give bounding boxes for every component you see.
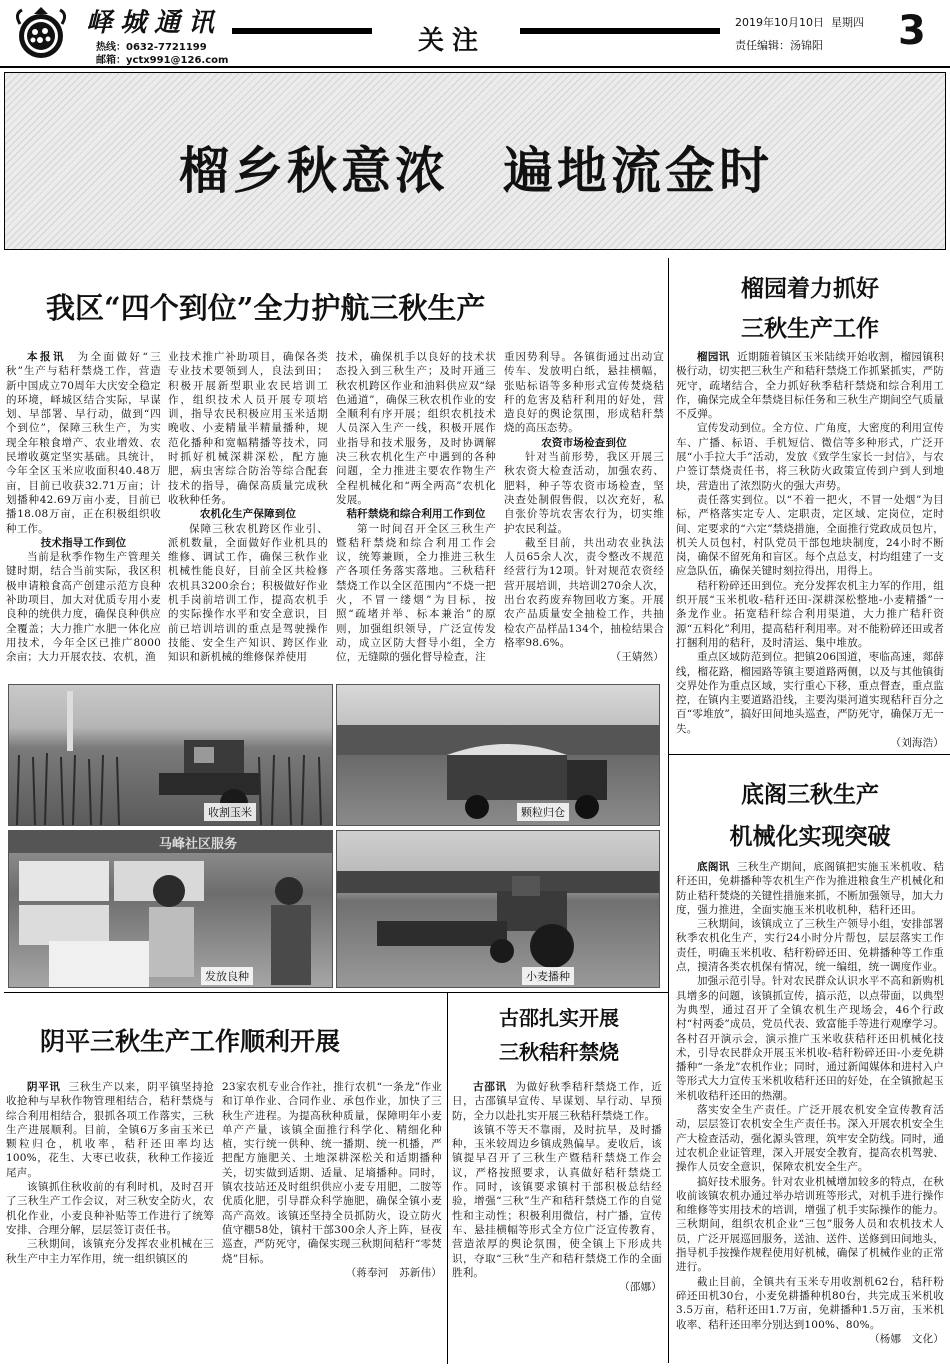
lower-section-rule — [4, 992, 668, 993]
liuyuan-article-body: 榴园讯 近期随着镇区玉米陆续开始收割，榴园镇积极行动，切实把三秋生产和秸秆禁烧工作抓紧抓实，严防死守，疏堵结合，全力抓好秋季秸秆禁烧和综合利用工作，确保完成全年禁烧目标任务和三秋生产期间空气质量不反弹。 宣传发动到位。全方位、广角度，大密度的利用宣传车、广播、标语、手机短信、微信等多种形式，广泛开展“小手拉大手”活动，发放《致学生家长一封信》，与农户签订禁烧责任书，将三秋防火政策宣传到户到人到地块，营造出了浓烈防火的强大声势。 责任落实到位。以“不着一把火，不冒一处烟”为目标，严格落实定专人、定职责，定区域、定岗位，定时间、定要求的“六定”禁烧措施，全面推行党政成员包片，机关人员包村，村队党员干部包地块制度，24小时不断岗，确保不留死角和盲区。每个点总支，村均组建了一支应急队伍，确保关键时刻拉得出，用得上。 秸秆粉碎还田到位。充分发挥农机主力军的作用，组织开展“玉米机收-秸秆还田-深耕深松整地-小麦精播”一条龙作业。拓宽秸秆综合利用渠道，大力推广秸秆资源“五料化”利用，提高秸秆利用率。对不能粉碎还田或者打捆利用的秸秆，及时清运、集中堆放。 重点区域防范到位。把镇206国道，枣临高速，郯薛线，榴花路，榴园路等镇主要道路两侧，以及与其他镇街交界处作为重点区域，实行重心下移，重点督查，重点监控，在镇内主要道路沿线，主要沟渠河道实现秸秆百分之百“零堆放”，搞好田间地头巡查，严防死守，确保万无一失。 （刘海浩） — [676, 351, 944, 750]
yinping-col-2: 23家农机专业合作社，推行农机“一条龙”作业和订单作业、合同作业、承包作业，加快了三秋生产进程。为提高秋种质量，保障明年小麦单产产量，该镇全面推行科学化、精细化种植，实行统一供种、统一播期、统一机播，严把配方施肥关、土地深耕深松关和适期播种关，切实做到适期、适量、足墒播种。同时，镇农技站还及时组织供应小麦专用肥，二胺等优质化肥，引导群众科学施肥，确保全镇小麦高产高效。该镇还坚持全员抓防火，设立防火值守棚58处，镇村干部300余人齐上阵，昼夜巡查，严防死守，确保实现三秋期间秸秆“零焚烧”目标。 （蒋奉河 苏新伟） — [222, 1081, 442, 1279]
right-column-divider — [668, 258, 669, 1363]
issue-date: 2019年10月10日 星期四 — [735, 16, 864, 29]
tractor-icon — [337, 831, 660, 988]
photo-corn-harvest-caption: 收割玉米 — [204, 803, 256, 821]
main-article-col-2: 业技术推广补助项目，确保各类专业技术要领到人，良法到田；积极开展新型职业农民培训工作，组织技术人员开展专项培训，指导农民积极应用玉米适期晚收、小麦精量半精量播种，规范化播种和宽幅精播等技术，同时抓好机械深耕深松，配方施肥，病虫害综合防治等综合配套技术的指导，确保高质量完成秋收秋种任务。 农机化生产保障到位 保障三秋农机跨区作业引、派机数量，全面做好作业机具的维修、调试工作，确保三秋作业机械性能良好，目前全区共检修农机具3200余台；积极做好作业机手岗前培训工作，提高农机手的实际操作水平和安全意识，目前已培训培训的重点是驾驶操作技能、安全生产知识、跨区作业知识和新机械的维修保养使用 — [168, 351, 328, 664]
photo-seed-distribution — [8, 830, 333, 988]
dige-title-line2: 机械化实现突破 — [729, 823, 891, 850]
yinping-title: 阴平三秋生产工作顺利开展 — [40, 1027, 341, 1056]
main-article-col-4: 重因势利导。各镇街通过出动宣传车、发放明白纸，悬挂横幅，张贴标语等多种形式宣传焚烧秸秆的危害及秸秆利用的好处，营造良好的舆论氛围，形成秸秆禁烧的高压态势。 农资市场检查到位 针对当前形势，我区开展三秋农资大检查活动，加强农药、肥料，种子等农资市场检查，坚决查处制假售假，以次充好，私自张价等坑农害农行为，切实维护农民利益。 截至目前，共出动农业执法人员65余人次，责令整改不规范经营行为12项。针对规范农资经营开展培训，共培训270余人次，出台农药废弃物回收方案。开展农产品质量安全抽检工作，共抽检农产品样品134个，抽检结果合格率98.6%。 （王婧然） — [504, 351, 664, 664]
section-title: 关注 — [418, 26, 487, 56]
photo-grain-storage — [336, 684, 660, 826]
gushao-article-body: 古邵讯 为做好秋季秸秆禁烧工作，近日，古邵镇早宣传、早谋划、早行动、早预防，全力以赴扎实开展三秋秸秆禁烧工作。 该镇不等天不靠雨，及时抗旱，及时播种，玉米较周边乡镇成熟偏早。麦收后，该镇提早召开了三秋生产暨秸秆禁烧工作会议，严格按照要求，认真做好秸秆禁烧工作。同时，该镇要求镇村干部积极总结经验，增强“三秋”生产和秸秆禁烧工作的自觉性和主动性；积极利用微信，村广播，宣传车、悬挂横幅等形式全方位广泛宣传教育，营造浓厚的舆论氛围，使全镇上下形成共识，夺取“三秋”生产和秸秆禁烧工作的全面胜利。 （邵娜） — [452, 1081, 662, 1294]
gushao-title-line2: 三秋秸秆禁烧 — [499, 1040, 619, 1064]
masthead-rule — [0, 66, 950, 68]
banner-frame — [4, 72, 946, 250]
seed-bags-icon — [9, 831, 333, 988]
dige-article-body: 底阁讯 三秋生产期间，底阁镇把实施玉米机收、秸秆还田，免耕播种等农机生产作为推进粮食生产机械化和防止秸秆焚烧的关键性措施来抓，不断加强领导，加大力度，强力推进，全面实施玉米机收机种，秸秆还田。 三秋期间，该镇成立了三秋生产领导小组，安排部署秋季农机化生产，实行24小时分片帮包，层层落实工作责任，明确玉米机收、秸秆粉碎还田、免耕播种等工作重点，摸清各类农机保有情况，统一编组，统一调度作业。 加强示范引导。针对农民群众认识水平不高和新购机具增多的问题，该镇抓宣传，搞示范，以点带面，以典型为典型，通过召开了全镇农机生产现场会，46个行政村“村两委”成员，党员代表、致富能手等进行观摩学习。各村召开演示会，演示推广玉米收获秸秆还田机械化技术，引导农民群众开展玉米机收-秸秆粉碎还田-小麦免耕播种“一条龙”农机作业；同时，通过新闻媒体和进村入户等形式大力宣传玉米机收秸秆还田的好处，在全镇掀起玉米机收秸秆还田的热潮。 落实安全生产责任。广泛开展农机安全宣传教育活动，层层签订农机安全生产责任书。深入开展农机安全生产大检查活动，强化源头管理，筑牢安全防线。同时，通过农机企业证管理，深入开展安全教育，提高农机驾驶、操作人员安全意识，保障农机安全生产。 搞好技术服务。针对农业机械增加较多的特点，在秋收前该镇农机办通过举办培训班等形式，对机手进行操作和维修等实用技术的培训，增强了机手实际操作的能力。三秋期间，组织农机企业“三包”服务人员和农机技术人员，广泛开展巡回服务，送油、送件、送修到田间地头，指导机手按操作规程使用好机械，确保了机械作业的正常进行。 截止目前，全镇共有玉米专用收割机62台，秸秆粉碎还田机30台，小麦免耕播种机80台，共完成玉米机收3.5万亩，秸秆还田1.7万亩，免耕播种1.5万亩，玉米机收率、秸秆还田率分别达到100%、80%。 （杨娜 文化） — [676, 861, 944, 1345]
masthead — [0, 0, 950, 68]
photo-wheat-sowing — [336, 830, 660, 988]
email: 邮箱：yctx991@126.com — [96, 55, 229, 66]
main-article-title: 我区“四个到位”全力护航三秋生产 — [46, 291, 486, 325]
paper-name: 峄城通讯 — [86, 8, 223, 38]
banner-title: 榴乡秋意浓 遍地流金时 — [179, 142, 773, 200]
hotline: 热线：0632-7721199 — [96, 42, 207, 53]
corn-field-icon — [9, 685, 333, 826]
main-article-col-1: 本报讯 为全面做好“三秋”生产与秸秆禁烧工作，营造新中国成立70周年大庆安全稳定的环境，峄城区结合实际，早谋划、早部署、早行动，做到“四个到位”，保障三秋生产，为实现全年粮食增产、农业增效、农民增收奠定坚实基础。具统计，今年全区玉米应收面积40.48万亩，目前已收获32.71万亩；计划播种42.69万亩小麦，目前已播18.08万亩，正在积极组织收种工作。 技术指导工作到位 当前是秋季作物生产管理关键时期，结合当前实际，我区积极申请粮食高产创建示范方良种补助项目，加大对优质专用小麦良种的统供力度，确保良种供应全覆盖；大力推广水肥一体化应用技术，今年全区已推广8000余亩；大力开展农技、农机，渔 — [6, 351, 161, 664]
main-article-col-3: 技术，确保机手以良好的技术状态投入到三秋生产；及时开通三秋农机跨区作业和油料供应双“绿色通道”，确保三秋农机作业的安全顺利有序开展；组织农机技术人员深入生产一线，积极开展作业指导和技术服务，及时协调解决三秋农机化生产中遇到的各种问题，全力推进主要农作物生产全程机械化和“两全两高”农机化发展。 秸秆禁烧和综合利用工作到位 第一时间召开全区三秋生产暨秸秆禁烧和综合利用工作会议，统筹兼顾，全力推进三秋生产各项任务落实落地。三秋秸秆禁烧工作以全区范围内“不烧一把火，不冒一缕烟”为目标，按照“疏堵并举、标本兼治”的原则，加强组织领导，广泛宣传发动，成立区防大督导小组，全方位，无缝隙的强化督导检查，注 — [336, 351, 496, 664]
photo-seed-distribution-caption: 发放良种 — [201, 967, 253, 985]
liuyuan-title-line2: 三秋生产工作 — [741, 315, 879, 342]
photo-grain-storage-caption: 颗粒归仓 — [517, 803, 569, 821]
photo-wheat-sowing-caption: 小麦播种 — [522, 967, 574, 985]
photo-sign-text: 马峰社区服务 — [159, 837, 238, 852]
photo-corn-harvest — [8, 684, 333, 826]
dige-title-line1: 底阁三秋生产 — [741, 781, 879, 808]
right-section-rule — [668, 754, 950, 755]
gushao-divider — [447, 992, 448, 1364]
liuyuan-title-line1: 榴园着力抓好 — [741, 275, 879, 302]
gushao-title-line1: 古邵扎实开展 — [499, 1006, 619, 1030]
page-number: 3 — [898, 8, 926, 54]
tricycle-truck-icon — [337, 685, 660, 826]
header-bar-left — [232, 28, 372, 34]
pomegranate-logo-icon — [12, 4, 70, 62]
responsible-editor: 责任编辑：汤锦阳 — [735, 39, 823, 52]
yinping-col-1: 阴平讯 三秋生产以来，阴平镇坚持抢收抢种与早秋作物管理相结合，秸秆禁烧与综合利用相结合，狠抓各项工作落实，三秋生产进展顺利。目前，全镇6万多亩玉米已颗粒归仓，机收率，秸秆还田率均达100%，花生、大枣已收获，秋种工作接近尾声。 该镇抓住秋收前的有利时机，及时召开了三秋生产工作会议，对三秋安全防火，农机化作业，小麦良种补贴等工作进行了统筹安排、合理分解，层层签订责任书。 三秋期间，该镇充分发挥农业机械在三秋生产中主力军作用，统一组织镇区的 — [6, 1081, 214, 1265]
header-bar-right — [520, 28, 720, 34]
